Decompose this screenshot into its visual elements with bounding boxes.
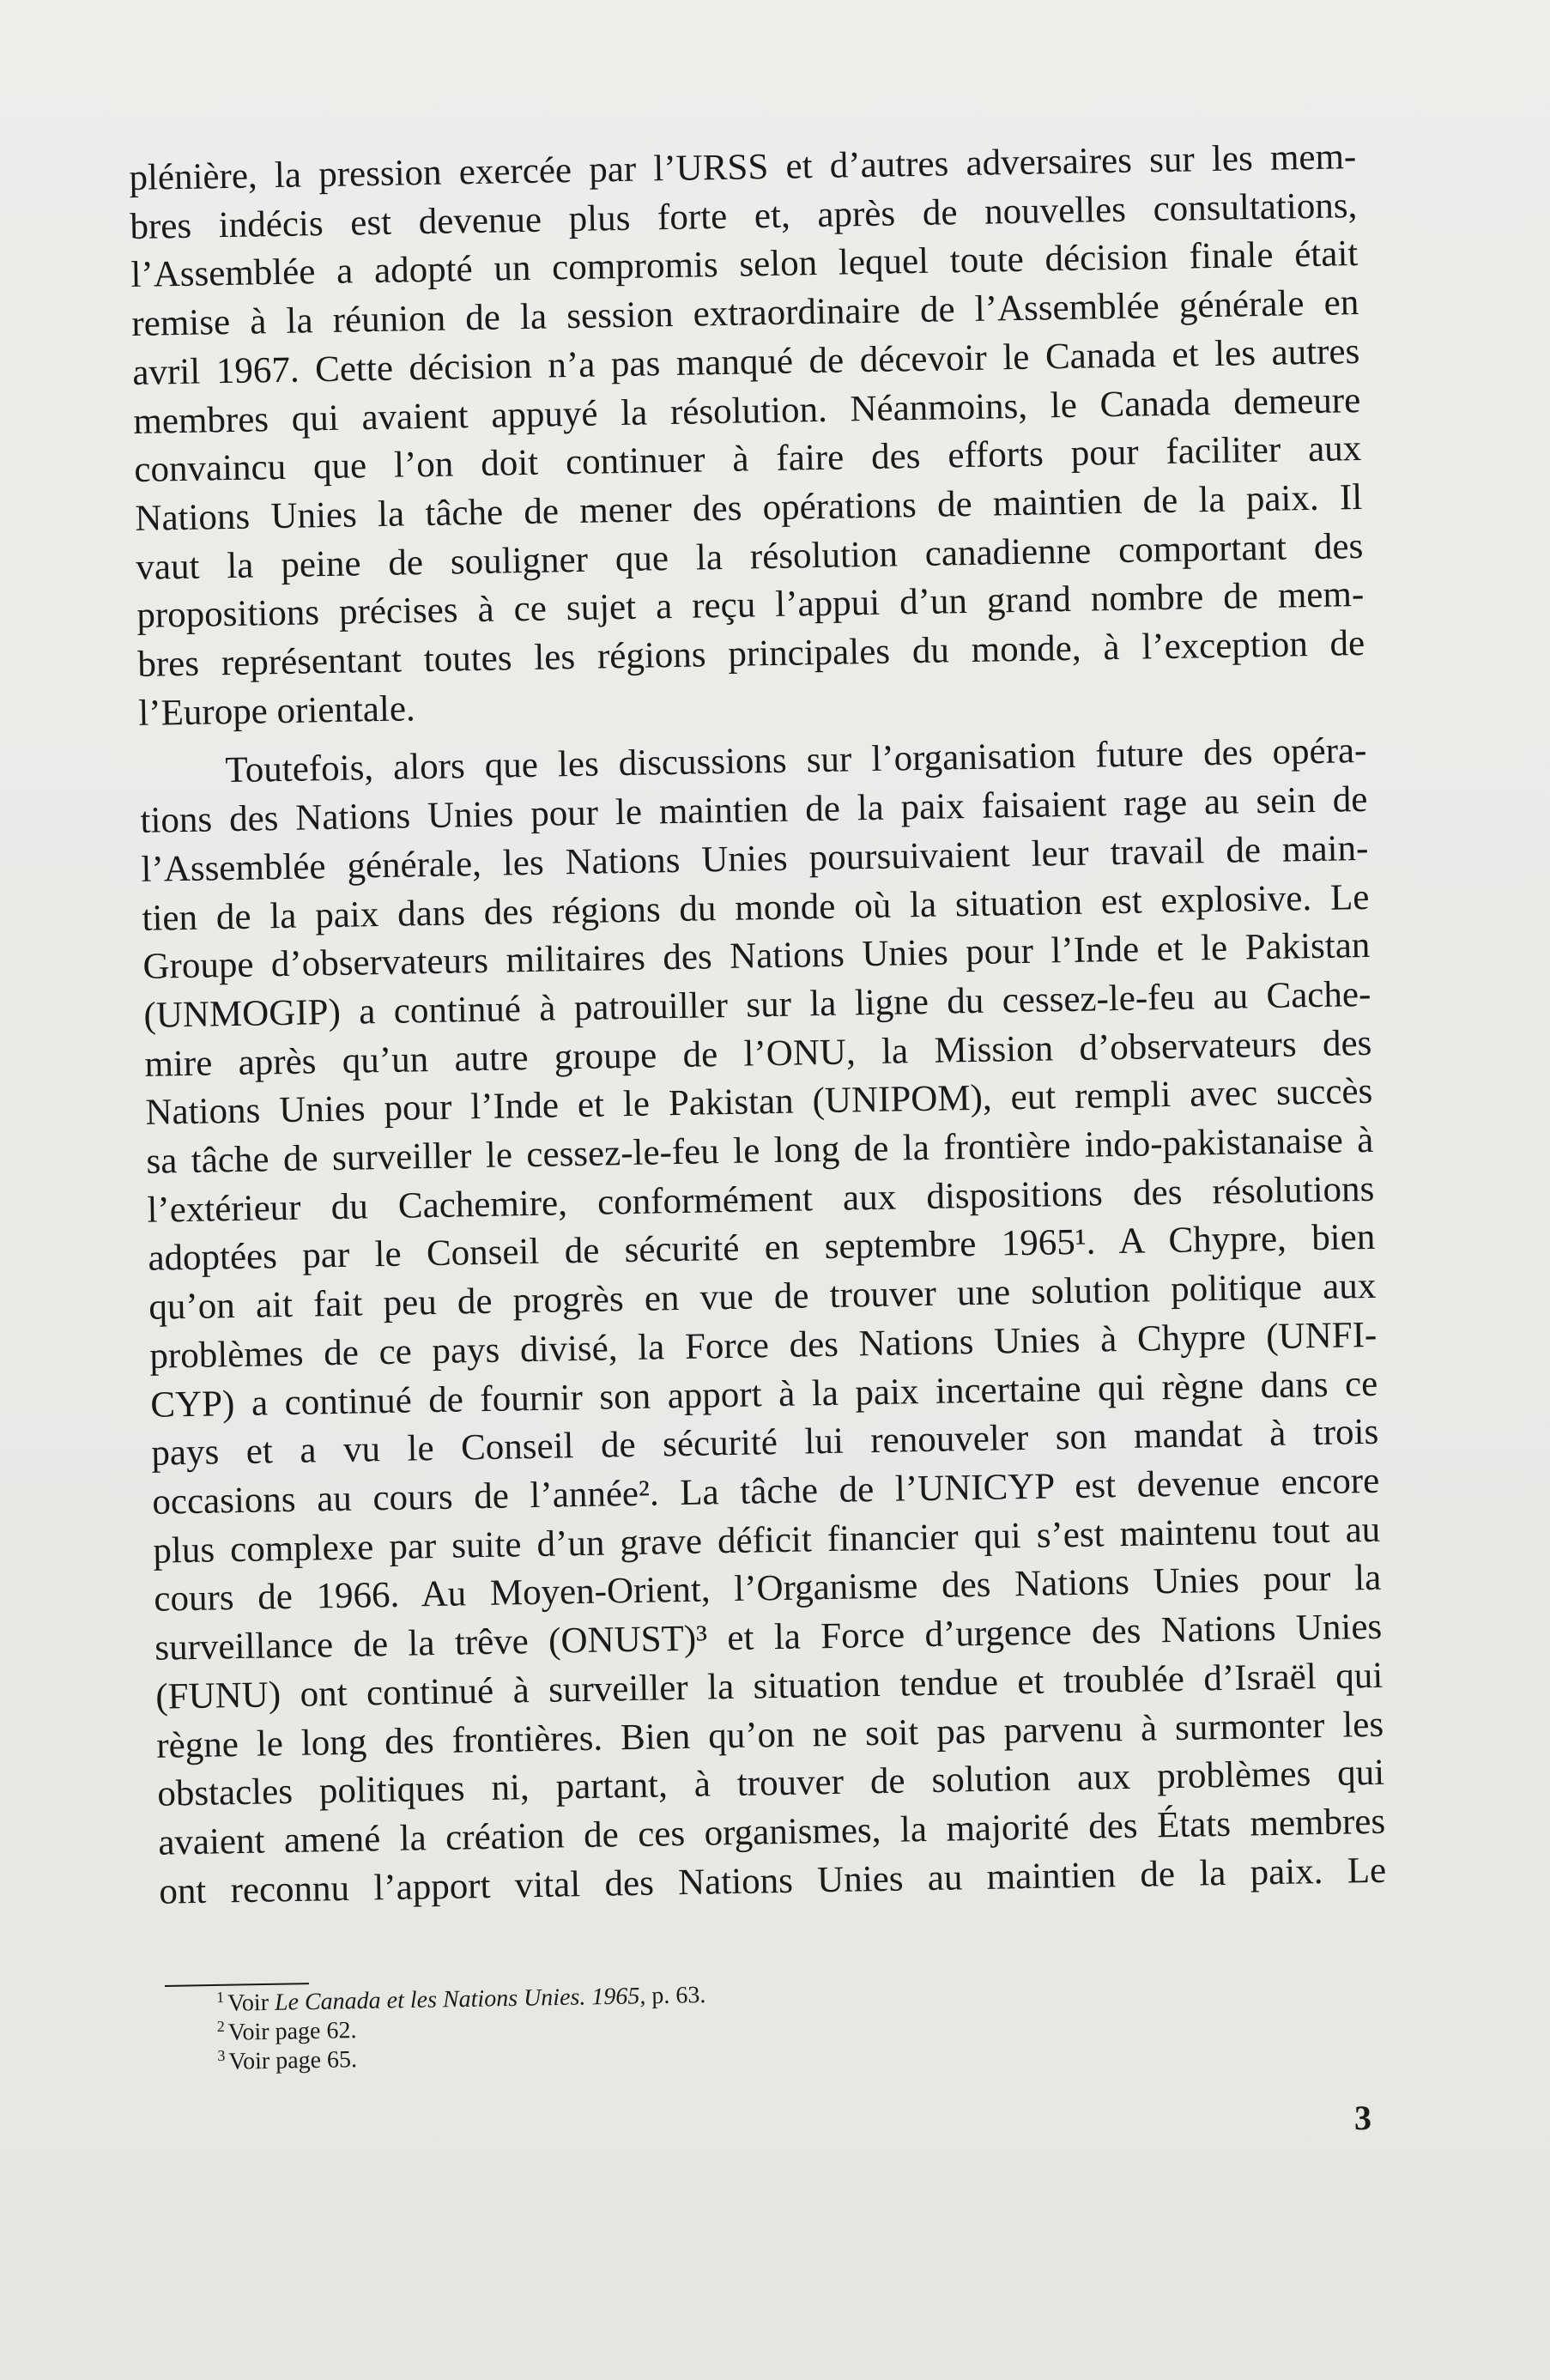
text-line: qu’on ait fait peu de progrès en vue de trouver une solution politique aux: [148, 1266, 1377, 1328]
text-line: (FUNU) ont continué à surveiller la situation tendue et troublée d’Israël qui: [154, 1655, 1383, 1717]
text-line: l’extérieur du Cachemire, conformément aux dispositions des résolutions: [147, 1168, 1375, 1231]
footnote-prefix: Voir: [228, 2047, 270, 2075]
text-line: plénière, la pression exercée par l’URSS et d’autres adversaires sur les mem-: [129, 136, 1357, 198]
text-line: CYP) a continué de fournir son apport à la paix incertaine qui règne dans ce: [150, 1363, 1378, 1426]
footnote-mark: 1: [215, 1988, 225, 2006]
footnote-suffix: page 65.: [275, 2046, 358, 2074]
text-line: obstacles politiques ni, partant, à trouver de solution aux problèmes qui: [156, 1752, 1385, 1814]
text-line: Nations Unies pour l’Inde et le Pakistan (UNIPOM), eut rempli avec succès: [145, 1071, 1373, 1134]
footnote-title: Le Canada et les Nations Unies. 1965,: [274, 1983, 646, 2016]
footnote-mark: 2: [216, 2017, 225, 2035]
text-line: avril 1967. Cette décision n’a pas manqué de décevoir le Canada et les autres: [132, 330, 1360, 393]
text-line: ont reconnu l’apport vital des Nations Unies au maintien de la paix. Le: [158, 1850, 1387, 1912]
paragraph-1: [129, 133, 1366, 738]
text-line: vaut la peine de souligner que la résolution canadienne comportant des: [135, 525, 1364, 588]
footnote-prefix: Voir: [227, 1989, 269, 2017]
text-line: membres qui avaient appuyé la résolution. Néanmoins, le Canada demeure: [133, 379, 1361, 442]
text-line: Nations Unies la tâche de mener des opérations de maintien de la paix. Il: [134, 476, 1363, 539]
text-line: Toutefois, alors que les discussions sur l’organisation future des opéra-: [225, 730, 1367, 791]
text-line: (UNMOGIP) a continué à patrouiller sur la ligne du cessez-le-feu au Cache-: [143, 973, 1371, 1036]
text-line: avaient amené la création de ces organismes, la majorité des États membres: [157, 1801, 1386, 1863]
footnote-divider: [165, 1983, 309, 1987]
text-line: Groupe d’observateurs militaires des Nations Unies pour l’Inde et le Pakistan: [142, 925, 1371, 988]
text-line: plus complexe par suite d’un grave déficit financier qui s’est maintenu tout au: [152, 1509, 1381, 1572]
text-line: occasions au cours de l’année². La tâche de l’UNICYP est devenue encore: [151, 1460, 1380, 1523]
paragraph-2: [139, 727, 1387, 1917]
text-line: remise à la réunion de la session extraordinaire de l’Assemblée générale en: [131, 282, 1359, 345]
text-line: pays et a vu le Conseil de sécurité lui renouveler son mandat à trois: [151, 1412, 1379, 1475]
text-line: tions des Nations Unies pour le maintien de la paix faisaient rage au sein de: [140, 779, 1368, 842]
text-line: l’Assemblée a adopté un compromis selon lequel toute décision finale était: [130, 233, 1359, 296]
footnote-prefix: Voir: [227, 2018, 269, 2046]
footnotes: [216, 1973, 1162, 2077]
text-line: bres indécis est devenue plus forte et, après de nouvelles consultations,: [130, 185, 1358, 247]
footnote-suffix: page 62.: [275, 2017, 357, 2045]
text-line: l’Assemblée générale, les Nations Unies poursuivaient leur travail de main-: [141, 827, 1369, 890]
text-line: cours de 1966. Au Moyen-Orient, l’Organisme des Nations Unies pour la: [153, 1558, 1382, 1620]
text-line: convaincu que l’on doit continuer à faire des efforts pour faciliter aux: [134, 428, 1362, 491]
text-line: bres représentant toutes les régions principales du monde, à l’exception de: [136, 622, 1365, 685]
text-line: propositions précises à ce sujet a reçu l’appui d’un grand nombre de mem-: [136, 574, 1365, 637]
text-line: l’Europe orientale.: [137, 688, 416, 734]
text-line: sa tâche de surveiller le cessez-le-feu le long de la frontière indo-pakistanaise à: [146, 1119, 1374, 1182]
text-line: surveillance de la trêve (ONUST)³ et la Force d’urgence des Nations Unies: [154, 1606, 1383, 1668]
text-line: tien de la paix dans des régions du monde où la situation est explosive. Le: [142, 876, 1370, 939]
text-line: adoptées par le Conseil de sécurité en septembre 1965¹. A Chypre, bien: [148, 1217, 1376, 1280]
text-line: problèmes de ce pays divisé, la Force des Nations Unies à Chypre (UNFI-: [149, 1314, 1377, 1377]
page-number: 3: [1354, 2098, 1371, 2137]
text-line: mire après qu’un autre groupe de l’ONU, la Mission d’observateurs des: [144, 1022, 1372, 1085]
footnote-mark: 3: [217, 2046, 226, 2064]
text-line: règne le long des frontières. Bien qu’on ne soit pas parvenu à surmonter les: [155, 1704, 1384, 1766]
footnote-suffix: p. 63.: [651, 1982, 706, 2010]
body-text: [129, 133, 1387, 1917]
